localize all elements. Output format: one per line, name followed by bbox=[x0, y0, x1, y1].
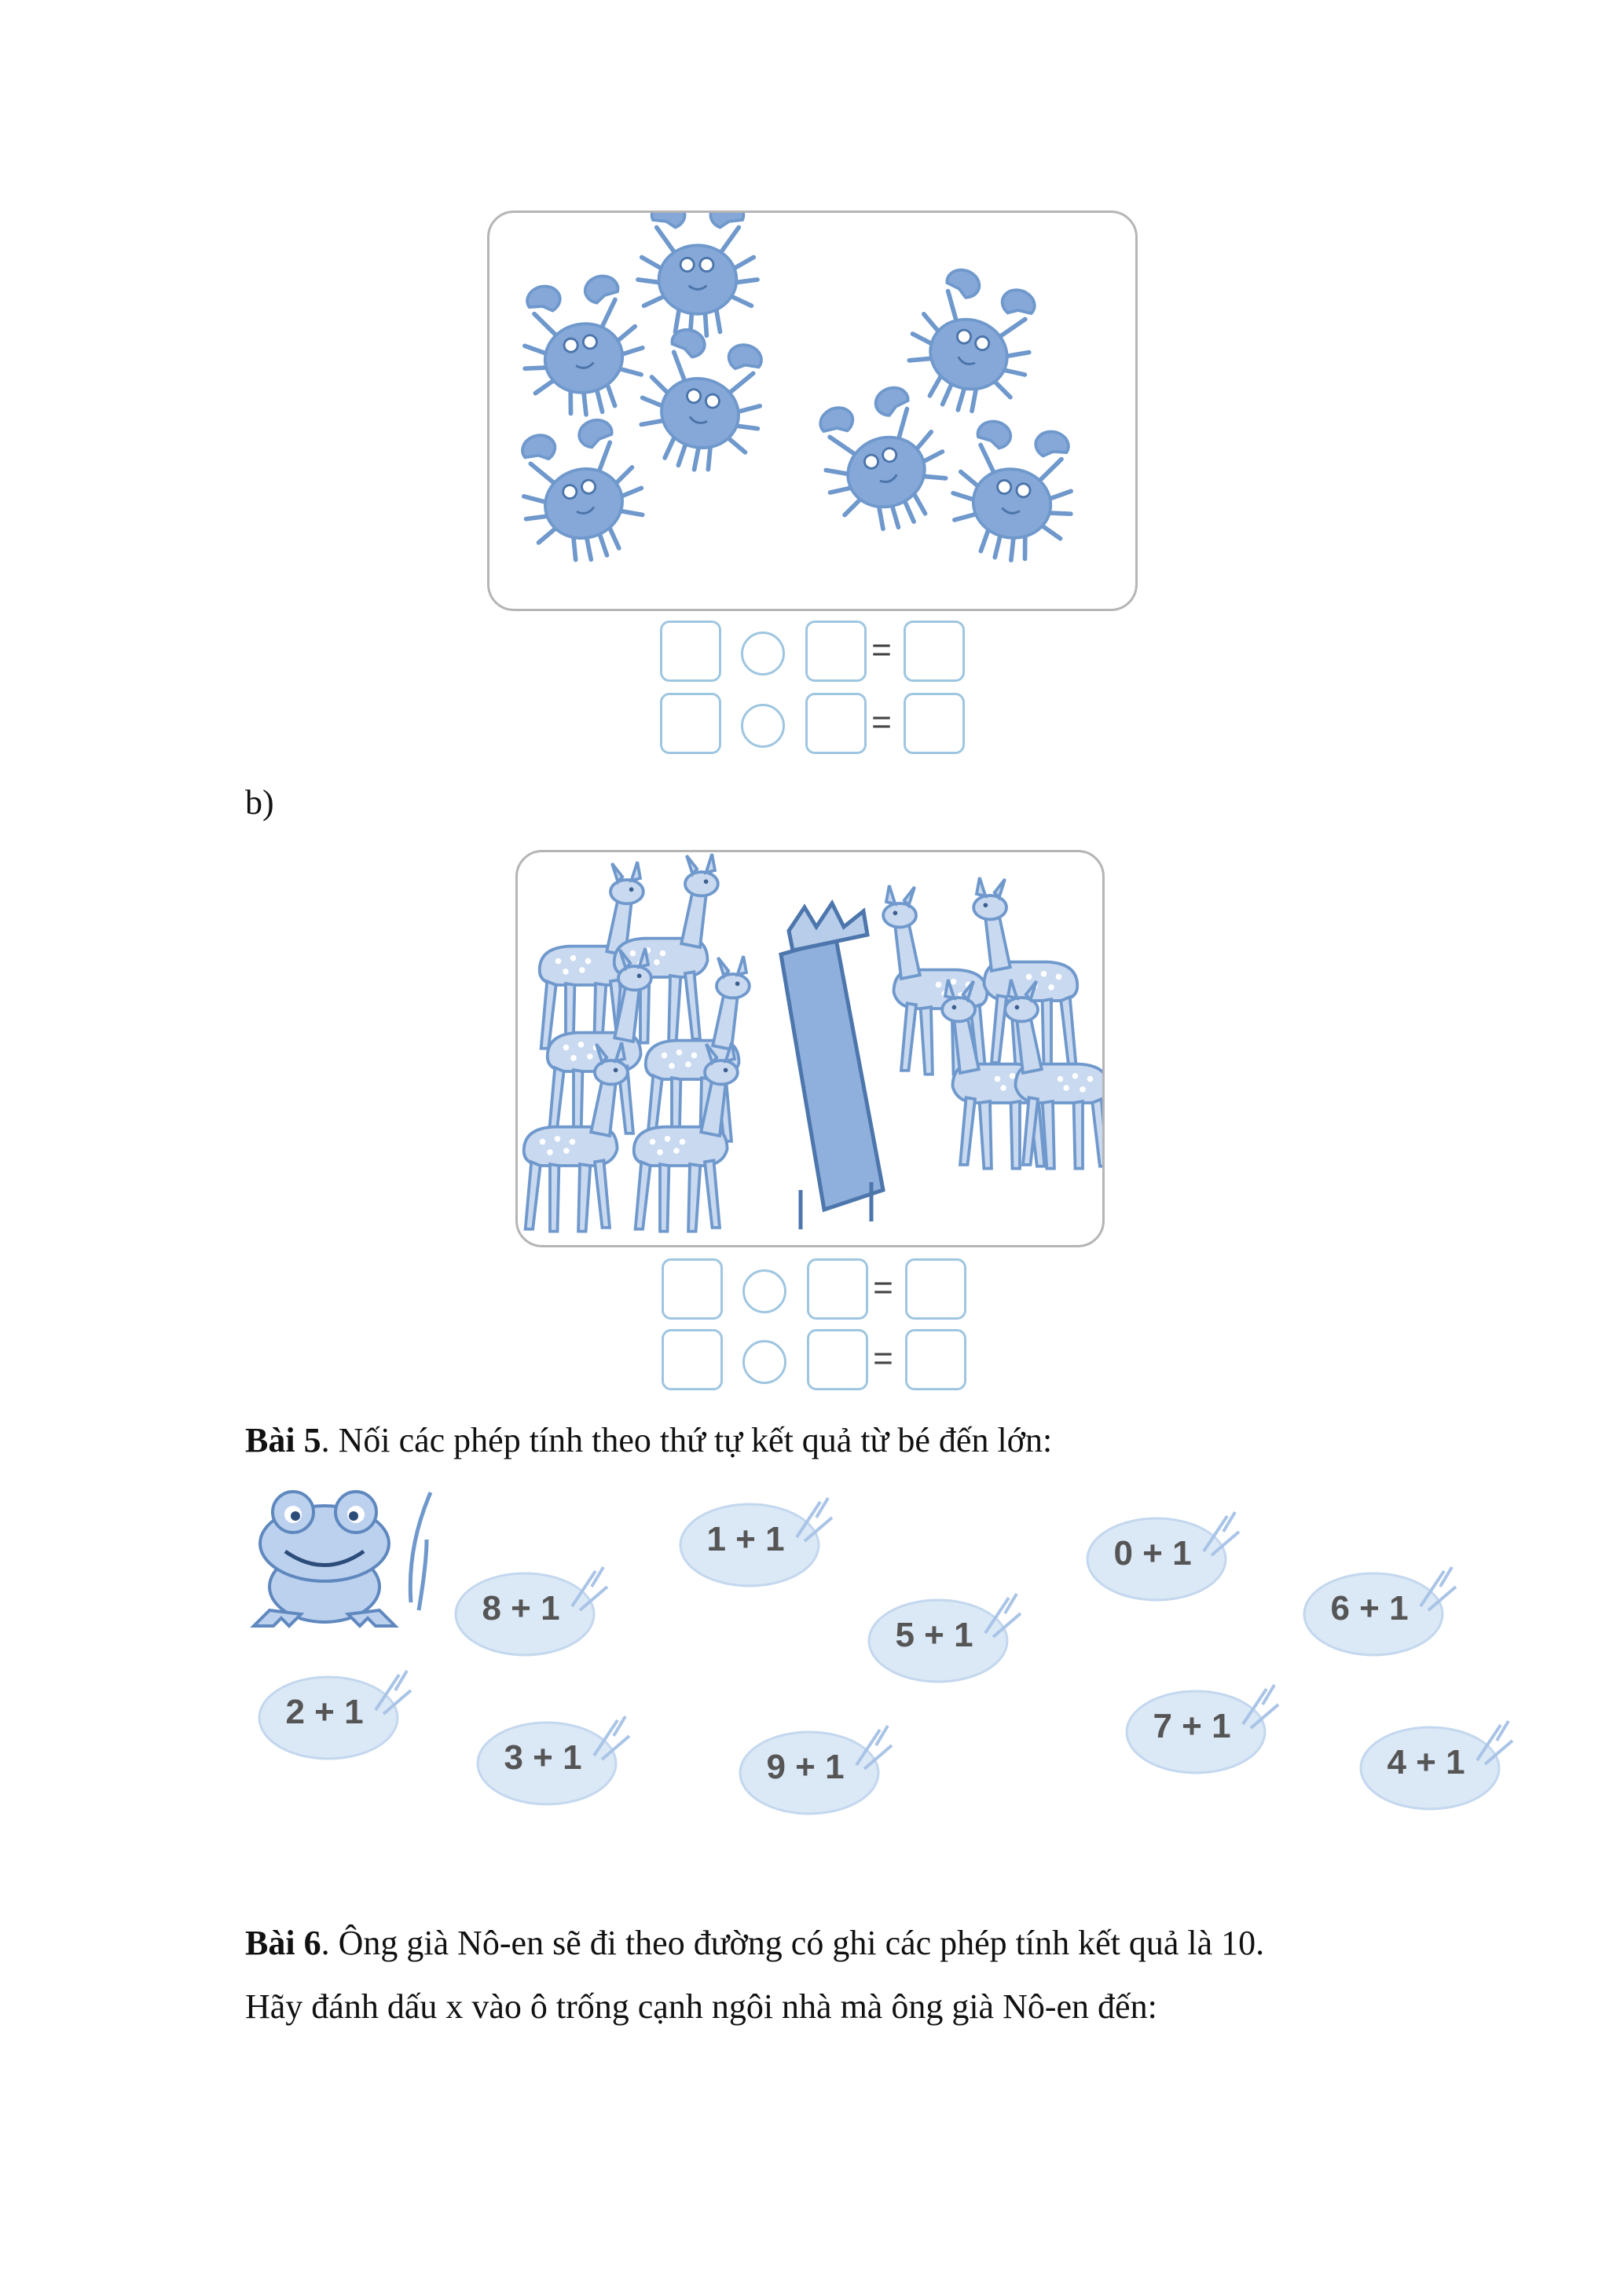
answer-box[interactable] bbox=[807, 1258, 868, 1320]
operator-circle[interactable] bbox=[742, 1269, 786, 1313]
operation-label: 4 + 1 bbox=[1387, 1743, 1465, 1782]
bai6-instruction-line2: Hãy đánh dấu x vào ô trống cạnh ngôi nhà mà ông già Nô-en đến: bbox=[245, 1987, 1157, 2026]
operation-label: 6 + 1 bbox=[1330, 1589, 1409, 1628]
equation-row bbox=[662, 1329, 976, 1390]
operation-label: 0 + 1 bbox=[1113, 1534, 1192, 1573]
lily-pad-operation[interactable] bbox=[258, 1667, 419, 1761]
bai5-text: . Nối các phép tính theo thứ tự kết quả từ bé đến lớn: bbox=[321, 1421, 1053, 1459]
answer-box[interactable] bbox=[905, 1258, 966, 1320]
lily-pad-operation[interactable] bbox=[1125, 1681, 1286, 1775]
deer-picture bbox=[515, 850, 1105, 1247]
equals-sign: = bbox=[871, 631, 892, 669]
lily-pad-operation[interactable] bbox=[739, 1722, 900, 1816]
operator-circle[interactable] bbox=[741, 704, 785, 748]
lily-pad-operation[interactable] bbox=[679, 1494, 840, 1588]
bai6-instruction bbox=[245, 1921, 1264, 1965]
bai5-instruction bbox=[245, 1419, 1052, 1463]
operation-label: 3 + 1 bbox=[504, 1738, 582, 1777]
operator-circle[interactable] bbox=[741, 632, 785, 676]
operation-label: 9 + 1 bbox=[766, 1748, 845, 1786]
answer-box[interactable] bbox=[662, 1329, 723, 1390]
operator-circle[interactable] bbox=[742, 1340, 786, 1384]
equation-row bbox=[660, 621, 974, 682]
bai6-text: . Ông già Nô-en sẽ đi theo đường có ghi các phép tính kết quả là 10. bbox=[321, 1924, 1265, 1962]
operation-label: 8 + 1 bbox=[482, 1589, 560, 1628]
equation-row bbox=[660, 693, 974, 754]
lily-pad-operation[interactable] bbox=[476, 1712, 637, 1807]
answer-box[interactable] bbox=[660, 621, 721, 682]
equals-sign: = bbox=[873, 1339, 893, 1378]
answer-box[interactable] bbox=[660, 693, 721, 754]
bai5-title: Bài 5 bbox=[245, 1421, 321, 1459]
answer-box[interactable] bbox=[905, 1329, 966, 1390]
answer-box[interactable] bbox=[904, 693, 965, 754]
operation-label: 7 + 1 bbox=[1153, 1707, 1231, 1745]
frog-icon bbox=[250, 1485, 438, 1642]
lily-pad-operation[interactable] bbox=[1086, 1508, 1247, 1602]
deer-icon bbox=[518, 852, 1102, 1245]
lily-pad-operation[interactable] bbox=[1359, 1717, 1520, 1811]
equals-sign: = bbox=[871, 703, 892, 742]
lily-pad-operation[interactable] bbox=[867, 1590, 1028, 1684]
answer-box[interactable] bbox=[805, 621, 867, 682]
lily-pad-operation[interactable] bbox=[454, 1563, 615, 1657]
equals-sign: = bbox=[873, 1269, 893, 1307]
lily-pad-operation[interactable] bbox=[1303, 1563, 1464, 1657]
answer-box[interactable] bbox=[807, 1329, 868, 1390]
crab-icon bbox=[489, 213, 1135, 609]
operation-label: 5 + 1 bbox=[895, 1616, 973, 1654]
crab-picture bbox=[487, 211, 1138, 611]
answer-box[interactable] bbox=[662, 1258, 723, 1320]
operation-label: 2 + 1 bbox=[285, 1693, 364, 1731]
section-b-label: b) bbox=[245, 783, 274, 822]
bai6-title: Bài 6 bbox=[245, 1924, 321, 1962]
answer-box[interactable] bbox=[904, 621, 965, 682]
equation-row bbox=[662, 1258, 976, 1320]
answer-box[interactable] bbox=[805, 693, 867, 754]
operation-label: 1 + 1 bbox=[706, 1520, 785, 1558]
